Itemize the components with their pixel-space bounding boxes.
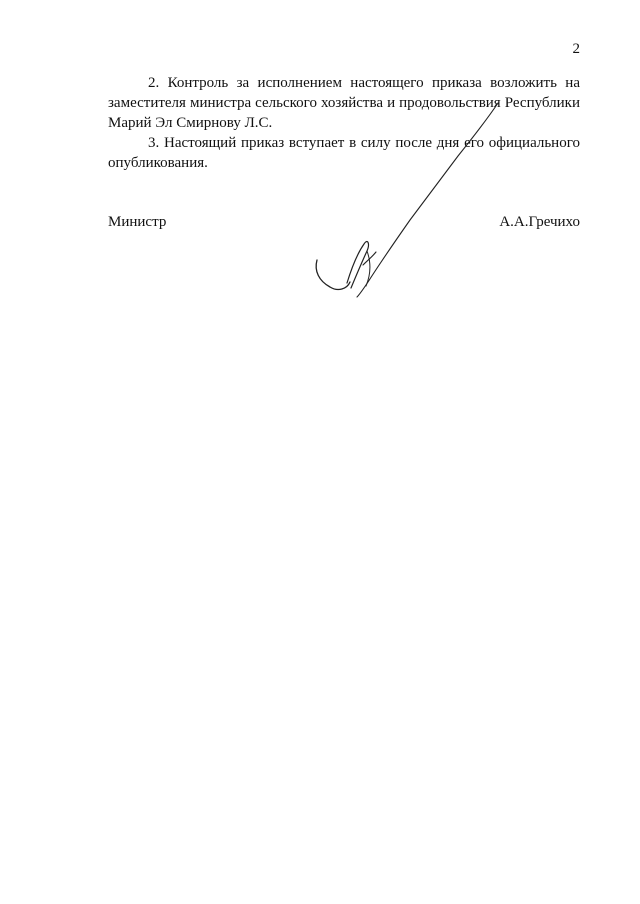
paragraph-2: 2. Контроль за исполнением настоящего приказа возложить на заместителя министра сельского хозяйства и продовольствия Республики Марий Эл Смирнову Л.С. bbox=[108, 75, 580, 131]
signatory-position: Министр bbox=[108, 214, 167, 230]
signatory-name: А.А.Гречихо bbox=[499, 214, 580, 230]
handwritten-signature bbox=[300, 100, 520, 300]
paragraph-3: 3. Настоящий приказ вступает в силу после дня его официального опубликования. bbox=[108, 135, 580, 171]
page-number: 2 bbox=[572, 41, 580, 57]
